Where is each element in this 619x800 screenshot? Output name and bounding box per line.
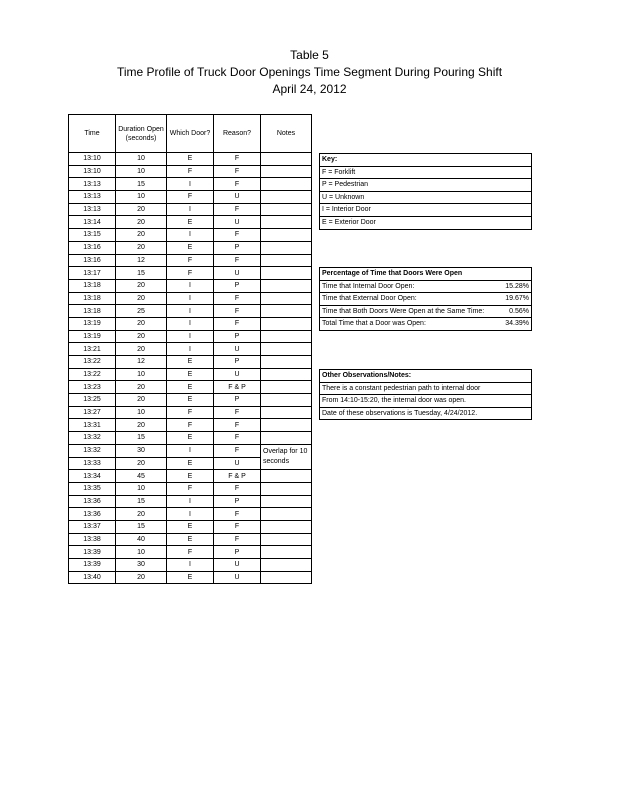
cell-notes bbox=[261, 165, 312, 178]
cell-reason: F bbox=[214, 203, 261, 216]
cell-duration: 12 bbox=[116, 356, 167, 369]
cell-notes bbox=[261, 254, 312, 267]
table-row bbox=[69, 254, 312, 267]
cell-door: I bbox=[167, 508, 214, 521]
cell-duration: 20 bbox=[116, 279, 167, 292]
cell-duration: 10 bbox=[116, 165, 167, 178]
cell-duration: 10 bbox=[116, 368, 167, 381]
cell-duration: 40 bbox=[116, 533, 167, 546]
percentage-row bbox=[320, 306, 531, 319]
cell-reason: P bbox=[214, 394, 261, 407]
cell-time: 13:22 bbox=[69, 368, 116, 381]
cell-time: 13:36 bbox=[69, 495, 116, 508]
cell-reason: F bbox=[214, 178, 261, 191]
table-row bbox=[69, 203, 312, 216]
table-row bbox=[69, 343, 312, 356]
cell-notes bbox=[261, 292, 312, 305]
cell-time: 13:27 bbox=[69, 406, 116, 419]
cell-notes bbox=[261, 394, 312, 407]
cell-notes bbox=[261, 178, 312, 191]
key-item: I = Interior Door bbox=[320, 204, 531, 217]
col-door: Which Door? bbox=[167, 115, 214, 153]
cell-door: E bbox=[167, 153, 214, 166]
cell-notes bbox=[261, 406, 312, 419]
cell-door: F bbox=[167, 546, 214, 559]
cell-door: E bbox=[167, 381, 214, 394]
key-item: E = Exterior Door bbox=[322, 218, 376, 226]
table-body bbox=[69, 153, 312, 584]
cell-reason: F bbox=[214, 444, 261, 457]
cell-door: E bbox=[167, 533, 214, 546]
percentages-box bbox=[319, 267, 532, 331]
cell-duration: 20 bbox=[116, 419, 167, 432]
cell-duration: 25 bbox=[116, 305, 167, 318]
table-row bbox=[69, 178, 312, 191]
cell-notes bbox=[261, 482, 312, 495]
cell-duration: 20 bbox=[116, 381, 167, 394]
cell-door: E bbox=[167, 520, 214, 533]
cell-duration: 20 bbox=[116, 241, 167, 254]
col-duration: Duration Open (seconds) bbox=[116, 115, 167, 153]
cell-notes bbox=[261, 432, 312, 445]
cell-door: E bbox=[167, 216, 214, 229]
door-openings-table bbox=[68, 114, 312, 584]
cell-reason: F & P bbox=[214, 470, 261, 483]
cell-notes bbox=[261, 571, 312, 584]
cell-door: F bbox=[167, 419, 214, 432]
observation-item: There is a constant pedestrian path to internal door bbox=[320, 383, 531, 396]
cell-notes bbox=[261, 153, 312, 166]
cell-reason: P bbox=[214, 495, 261, 508]
table-row bbox=[69, 356, 312, 369]
cell-notes bbox=[261, 279, 312, 292]
table-row bbox=[69, 546, 312, 559]
table-row bbox=[69, 229, 312, 242]
cell-notes bbox=[261, 520, 312, 533]
cell-reason: F bbox=[214, 508, 261, 521]
cell-notes bbox=[261, 330, 312, 343]
cell-reason: U bbox=[214, 457, 261, 470]
cell-door: I bbox=[167, 178, 214, 191]
cell-duration: 12 bbox=[116, 254, 167, 267]
title-block bbox=[0, 47, 619, 98]
table-row bbox=[69, 444, 312, 457]
cell-notes bbox=[261, 305, 312, 318]
cell-duration: 20 bbox=[116, 330, 167, 343]
cell-time: 13:18 bbox=[69, 279, 116, 292]
cell-time: 13:31 bbox=[69, 419, 116, 432]
cell-notes bbox=[261, 317, 312, 330]
percentage-row bbox=[320, 293, 531, 306]
cell-time: 13:10 bbox=[69, 165, 116, 178]
cell-notes bbox=[261, 203, 312, 216]
cell-time: 13:39 bbox=[69, 546, 116, 559]
cell-time: 13:16 bbox=[69, 254, 116, 267]
cell-door: I bbox=[167, 292, 214, 305]
cell-duration: 30 bbox=[116, 559, 167, 572]
table-row bbox=[69, 330, 312, 343]
table-row bbox=[69, 419, 312, 432]
cell-door: E bbox=[167, 394, 214, 407]
percentage-value: 15.28% bbox=[505, 282, 529, 290]
cell-notes bbox=[261, 368, 312, 381]
cell-reason: F & P bbox=[214, 381, 261, 394]
cell-duration: 20 bbox=[116, 292, 167, 305]
table-row bbox=[69, 267, 312, 280]
cell-reason: F bbox=[214, 533, 261, 546]
cell-duration: 45 bbox=[116, 470, 167, 483]
percentage-value: 19.67% bbox=[505, 295, 529, 303]
cell-time: 13:35 bbox=[69, 482, 116, 495]
cell-time: 13:40 bbox=[69, 571, 116, 584]
cell-reason: F bbox=[214, 317, 261, 330]
table-row bbox=[69, 292, 312, 305]
table-header-row bbox=[69, 115, 312, 153]
cell-duration: 20 bbox=[116, 216, 167, 229]
cell-duration: 10 bbox=[116, 153, 167, 166]
cell-reason: P bbox=[214, 330, 261, 343]
cell-reason: F bbox=[214, 153, 261, 166]
cell-time: 13:32 bbox=[69, 444, 116, 457]
table-row bbox=[69, 559, 312, 572]
cell-reason: U bbox=[214, 191, 261, 204]
cell-duration: 10 bbox=[116, 546, 167, 559]
cell-duration: 15 bbox=[116, 520, 167, 533]
cell-duration: 20 bbox=[116, 343, 167, 356]
cell-door: F bbox=[167, 254, 214, 267]
cell-duration: 20 bbox=[116, 457, 167, 470]
table-row bbox=[69, 533, 312, 546]
cell-door: E bbox=[167, 241, 214, 254]
cell-door: F bbox=[167, 267, 214, 280]
cell-notes bbox=[261, 216, 312, 229]
cell-notes bbox=[261, 229, 312, 242]
cell-time: 13:13 bbox=[69, 191, 116, 204]
cell-door: I bbox=[167, 229, 214, 242]
table-row bbox=[69, 317, 312, 330]
cell-notes bbox=[261, 343, 312, 356]
cell-reason: U bbox=[214, 571, 261, 584]
percentage-label: Time that Both Doors Were Open at the Same Time: bbox=[322, 307, 485, 315]
cell-notes bbox=[261, 546, 312, 559]
cell-door: E bbox=[167, 457, 214, 470]
cell-duration: 15 bbox=[116, 178, 167, 191]
cell-duration: 15 bbox=[116, 495, 167, 508]
cell-time: 13:37 bbox=[69, 520, 116, 533]
cell-reason: U bbox=[214, 267, 261, 280]
observation-item: Date of these observations is Tuesday, 4/24/2012. bbox=[322, 409, 478, 417]
percentage-label: Time that External Door Open: bbox=[322, 295, 417, 303]
cell-time: 13:17 bbox=[69, 267, 116, 280]
table-row bbox=[69, 470, 312, 483]
cell-notes bbox=[261, 533, 312, 546]
cell-time: 13:23 bbox=[69, 381, 116, 394]
cell-reason: U bbox=[214, 368, 261, 381]
cell-time: 13:14 bbox=[69, 216, 116, 229]
cell-door: I bbox=[167, 495, 214, 508]
cell-time: 13:19 bbox=[69, 317, 116, 330]
percentage-row bbox=[320, 281, 531, 294]
cell-time: 13:22 bbox=[69, 356, 116, 369]
cell-duration: 15 bbox=[116, 432, 167, 445]
cell-duration: 15 bbox=[116, 267, 167, 280]
cell-duration: 20 bbox=[116, 508, 167, 521]
percentage-value: 34.39% bbox=[505, 320, 529, 328]
cell-reason: U bbox=[214, 216, 261, 229]
table-subtitle: Time Profile of Truck Door Openings Time Segment During Pouring Shift bbox=[116, 65, 503, 79]
cell-door: E bbox=[167, 571, 214, 584]
cell-time: 13:25 bbox=[69, 394, 116, 407]
table-row bbox=[69, 406, 312, 419]
col-reason: Reason? bbox=[214, 115, 261, 153]
cell-reason: F bbox=[214, 292, 261, 305]
key-item: F = Forklift bbox=[320, 167, 531, 180]
cell-notes bbox=[261, 381, 312, 394]
cell-reason: U bbox=[214, 343, 261, 356]
cell-duration: 20 bbox=[116, 229, 167, 242]
cell-door: I bbox=[167, 343, 214, 356]
cell-duration: 10 bbox=[116, 406, 167, 419]
table-row bbox=[69, 381, 312, 394]
cell-reason: P bbox=[214, 241, 261, 254]
cell-door: I bbox=[167, 559, 214, 572]
cell-duration: 20 bbox=[116, 203, 167, 216]
cell-duration: 20 bbox=[116, 571, 167, 584]
table-row bbox=[69, 216, 312, 229]
cell-reason: P bbox=[214, 356, 261, 369]
key-item: U = Unknown bbox=[320, 192, 531, 205]
cell-notes bbox=[261, 419, 312, 432]
cell-time: 13:38 bbox=[69, 533, 116, 546]
percentage-label: Total Time that a Door was Open: bbox=[322, 320, 426, 328]
cell-door: E bbox=[167, 470, 214, 483]
cell-door: F bbox=[167, 406, 214, 419]
table-row bbox=[69, 508, 312, 521]
cell-time: 13:32 bbox=[69, 432, 116, 445]
observation-item: From 14:10-15:20, the internal door was open. bbox=[320, 395, 531, 408]
cell-time: 13:13 bbox=[69, 178, 116, 191]
cell-reason: F bbox=[214, 165, 261, 178]
cell-time: 13:18 bbox=[69, 305, 116, 318]
cell-time: 13:21 bbox=[69, 343, 116, 356]
cell-duration: 20 bbox=[116, 317, 167, 330]
observations-box bbox=[319, 369, 532, 420]
cell-time: 13:16 bbox=[69, 241, 116, 254]
cell-door: I bbox=[167, 444, 214, 457]
cell-door: F bbox=[167, 165, 214, 178]
cell-reason: U bbox=[214, 559, 261, 572]
cell-duration: 30 bbox=[116, 444, 167, 457]
cell-door: E bbox=[167, 368, 214, 381]
cell-duration: 10 bbox=[116, 191, 167, 204]
table-row bbox=[69, 153, 312, 166]
cell-reason: P bbox=[214, 279, 261, 292]
table-row bbox=[69, 394, 312, 407]
cell-notes bbox=[261, 241, 312, 254]
cell-notes bbox=[261, 470, 312, 483]
table-date: April 24, 2012 bbox=[272, 82, 347, 96]
cell-door: F bbox=[167, 191, 214, 204]
cell-time: 13:10 bbox=[69, 153, 116, 166]
cell-reason: F bbox=[214, 482, 261, 495]
cell-notes bbox=[261, 508, 312, 521]
cell-time: 13:34 bbox=[69, 470, 116, 483]
table-row bbox=[69, 571, 312, 584]
table-row bbox=[69, 279, 312, 292]
cell-notes bbox=[261, 495, 312, 508]
cell-reason: F bbox=[214, 229, 261, 242]
table-number: Table 5 bbox=[290, 48, 329, 62]
cell-door: E bbox=[167, 356, 214, 369]
cell-door: E bbox=[167, 432, 214, 445]
cell-reason: F bbox=[214, 520, 261, 533]
percentage-value: 0.56% bbox=[509, 307, 529, 315]
table-row bbox=[69, 432, 312, 445]
cell-notes bbox=[261, 356, 312, 369]
table-row bbox=[69, 165, 312, 178]
table-row bbox=[69, 482, 312, 495]
cell-door: I bbox=[167, 203, 214, 216]
col-time: Time bbox=[69, 115, 116, 153]
cell-reason: F bbox=[214, 254, 261, 267]
cell-time: 13:15 bbox=[69, 229, 116, 242]
table-row bbox=[69, 305, 312, 318]
cell-time: 13:19 bbox=[69, 330, 116, 343]
percentage-row bbox=[320, 318, 531, 330]
cell-reason: F bbox=[214, 406, 261, 419]
cell-door: I bbox=[167, 330, 214, 343]
cell-time: 13:13 bbox=[69, 203, 116, 216]
cell-door: F bbox=[167, 482, 214, 495]
table-row bbox=[69, 368, 312, 381]
cell-time: 13:18 bbox=[69, 292, 116, 305]
col-notes: Notes bbox=[261, 115, 312, 153]
cell-door: I bbox=[167, 305, 214, 318]
cell-door: I bbox=[167, 279, 214, 292]
cell-time: 13:39 bbox=[69, 559, 116, 572]
table-row bbox=[69, 191, 312, 204]
cell-reason: F bbox=[214, 432, 261, 445]
percentage-label: Time that Internal Door Open: bbox=[322, 282, 415, 290]
cell-reason: F bbox=[214, 419, 261, 432]
cell-time: 13:33 bbox=[69, 457, 116, 470]
observations-title: Other Observations/Notes: bbox=[320, 370, 531, 383]
table-row bbox=[69, 520, 312, 533]
cell-reason: F bbox=[214, 305, 261, 318]
table-row bbox=[69, 241, 312, 254]
cell-duration: 20 bbox=[116, 394, 167, 407]
key-box bbox=[319, 153, 532, 230]
cell-notes bbox=[261, 559, 312, 572]
cell-door: I bbox=[167, 317, 214, 330]
cell-notes: Overlap for 10 seconds bbox=[261, 444, 312, 469]
cell-notes bbox=[261, 267, 312, 280]
cell-reason: P bbox=[214, 546, 261, 559]
cell-notes bbox=[261, 191, 312, 204]
cell-duration: 10 bbox=[116, 482, 167, 495]
table-row bbox=[69, 495, 312, 508]
cell-time: 13:36 bbox=[69, 508, 116, 521]
percentages-title: Percentage of Time that Doors Were Open bbox=[320, 268, 531, 281]
key-title: Key: bbox=[320, 154, 531, 167]
key-item: P = Pedestrian bbox=[320, 179, 531, 192]
